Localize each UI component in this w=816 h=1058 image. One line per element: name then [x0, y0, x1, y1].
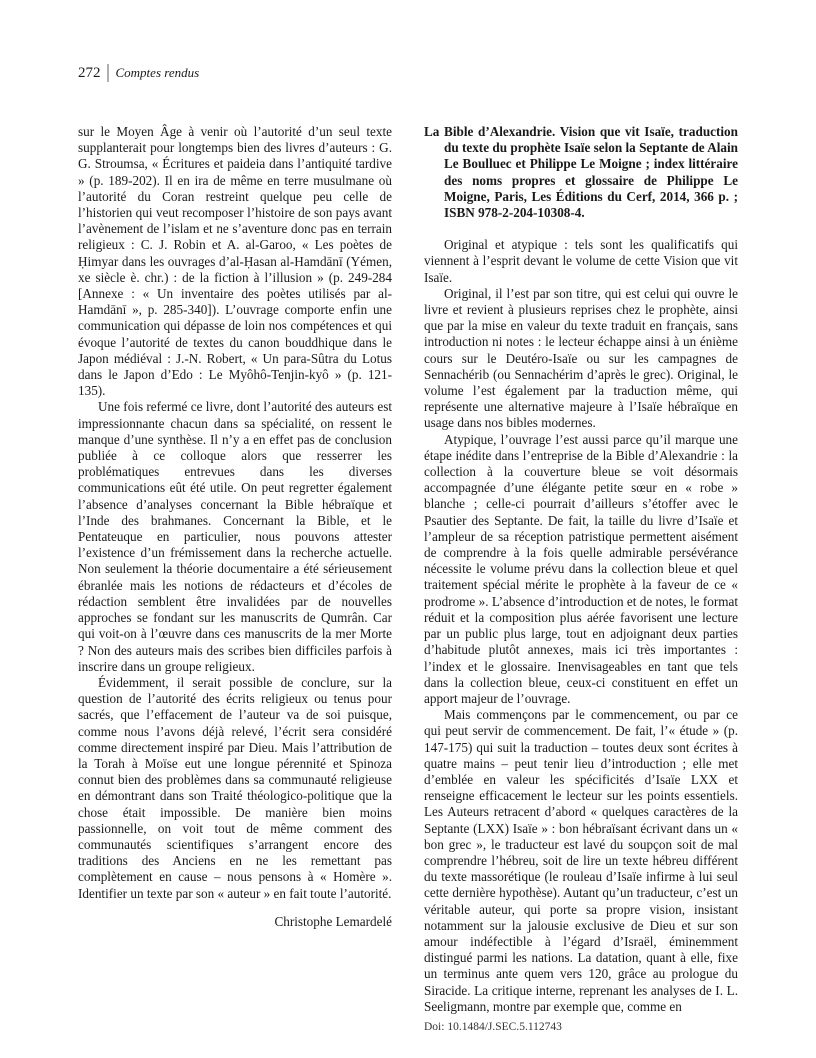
bibliographic-entry: La Bible d’Alexandrie. Vision que vit Isaïe, traduction du texte du prophète Isaïe selon la Septante de Alain Le Boulluec et Philippe Le Moigne ; index littéraire des noms propres et glossaire de Philippe Le Moigne, Paris, Les Éditions du Cerf, 2014, 366 p. ; ISBN 978-2-204-10308-4.: [424, 124, 738, 221]
paragraph: Original, il l’est par son titre, qui est celui qui ouvre le livre et revient à plusieurs reprises chez le prophète, ainsi que par la mise en valeur du texte traduit en français, sans introduction ni notes : le lecteur échappe ainsi à un énième cours sur le Deutéro-Isaïe ou sur les campagnes de Sennachérib (ou Sennachérim d’après le grec). Original, le volume l’est également par la traduction même, qui représente une alternative majeure à l’Isaïe hébraïque en usage dans nos bibles modernes.: [424, 285, 738, 431]
section-title: Comptes rendus: [115, 65, 200, 80]
header-divider: [107, 64, 109, 82]
left-column: [78, 124, 392, 930]
author-signature: Christophe Lemardelé: [274, 913, 392, 929]
paragraph: Évidemment, il serait possible de conclure, sur la question de l’autorité des écrits religieux ou tenus pour sacrés, que l’effacement de l’auteur va de soi puisque, comme nous l’avons déjà relevé, l’écrit sera considéré comme directement inspiré par Dieu. Mais l’attribution de la Torah à Moïse eut une longue pérennité et Spinoza connut bien des problèmes dans sa communauté religieuse en démontrant dans son Traité théologico-politique que la chose était impossible. De manière bien moins passionnelle, on voit tout de même comment des communautés scientifiques s’arrangent encore des traditions des Anciens en ne les remettant pas complètement en cause – nous pensons à « Homère ». Identifier un texte par son « auteur » en fait toute l’autorité.: [78, 674, 392, 901]
running-header: [78, 62, 199, 84]
paragraph: sur le Moyen Âge à venir où l’autorité d’un seul texte supplanterait pour longtemps bien des livres d’auteurs : G. G. Stroumsa, « Écritures et paideia dans l’antiquité tardive » (p. 189-202). Il en ira de même en terre musulmane où l’autorité du Coran restreint quelque peu celle de l’historien qui veut recomposer l’histoire de son pays avant l’avènement de l’islam et ne s’aventure donc pas en terrain religieux : C. J. Robin et A. al-Garoo, « Les poètes de Ḥimyar dans les ouvrages d’al-Ḥasan al-Hamdānī (Yémen, xe siècle è. chr.) : de la fiction à l’illusion » (p. 249-284 [Annexe : « Un inventaire des poètes utilisés par al-Hamdānī », p. 285-340]). L’ouvrage comporte enfin une communication qui dépasse de loin nos compétences et qui évoque l’autorité de textes du canon bouddhique dans le Japon médiéval : J.-N. Robert, « Un para-Sûtra du Lotus dans le Japon d’Edo : Le Myôhô-Tenjin-kyô » (p. 121-135).: [78, 124, 392, 399]
page-number: 272: [78, 64, 101, 81]
paragraph: Mais commençons par le commencement, ou par ce qui peut servir de commencement. De fait, l’« étude » (p. 147-175) qui suit la traduction – toutes deux sont écrites à quatre mains – peut tenir lieu d’introduction ; elle met d’emblée en valeur les spécificités d’Isaïe LXX et renseigne efficacement le lecteur sur les points essentiels. Les Auteurs retracent d’abord « quelques caractères de la Septante (LXX) Isaïe » : bon hébraïsant écrivant dans un « bon grec », le traducteur est lavé du soupçon soit de mal comprendre l’hébreu, soit de lire un texte hébreu différent du texte massorétique (le rouleau d’Isaïe infirme à lui seul cette dernière hypothèse). Autant qu’un traducteur, c’est un véritable auteur, qui porte sa propre vision, insistant notamment sur la jalousie exclusive de Dieu et sur son amour indéfectible à l’égard d’Israël, éminemment distingué parmi les nations. La datation, quant à elle, fixe un terminus ante quem vers 120, grâce au prologue du Siracide. La critique interne, reprenant les analyses de I. L. Seeligmann, montre par exemple que, comme en: [424, 707, 738, 1014]
paragraph: Original et atypique : tels sont les qualificatifs qui viennent à l’esprit devant le volume de cette Vision que vit Isaïe.: [424, 237, 738, 285]
right-column: [424, 124, 738, 1015]
paragraph: Atypique, l’ouvrage l’est aussi parce qu’il marque une étape inédite dans l’entreprise de la Bible d’Alexandrie : la collection à la couverture bleue se voit désormais accompagnée d’une élégante petite sœur en « robe » blanche ; celle-ci pourrait d’ailleurs s’étoffer avec le Psautier des Septante. De fait, la taille du livre d’Isaïe et l’ampleur de sa réception patristique permettent aisément de comprendre à la fois quelle admirable persévérance nécessite le volume prévu dans la collection bleue et quel traitement spécial mérite le prophète à la faveur de ce « prodrome ». L’absence d’introduction et de notes, le format réduit et la composition plus aérée favorisent une lecture par un public plus large, tout en adjoignant deux parties d’habitude plutôt annexes, mais ici très importantes : l’index et le glossaire. Inenvisageables en tant que tels dans la collection bleue, ceux-ci constituent en effet un apport majeur de l’ouvrage.: [424, 431, 738, 706]
paragraph: Une fois refermé ce livre, dont l’autorité des auteurs est impressionnante chacun dans sa spécialité, on ressent le manque d’une synthèse. Il n’y a en effet pas de conclusion publiée à ce colloque alors que resserrer les problématiques entrevues dans les diverses communications eût été utile. On peut regretter également l’absence d’analyses concernant la Bible hébraïque et l’Inde des brahmanes. Concernant la Bible, et le Pentateuque en particulier, nous pouvons attester l’existence d’un frémissement dans la recherche actuelle. Non seulement la théorie documentaire a été sérieusement ébranlée mais les notions de rédacteurs et d’écoles de rédaction semblent être invalidées par de nouvelles approches se fondant sur les manuscrits de Qumrân. Car qui voit-on à l’œuvre dans ces manuscrits de la mer Morte ? Non des auteurs mais des scribes bien difficiles parfois à inscrire dans un groupe religieux.: [78, 399, 392, 674]
doi-footer: Doi: 10.1484/J.SEC.5.112743: [424, 1021, 562, 1033]
